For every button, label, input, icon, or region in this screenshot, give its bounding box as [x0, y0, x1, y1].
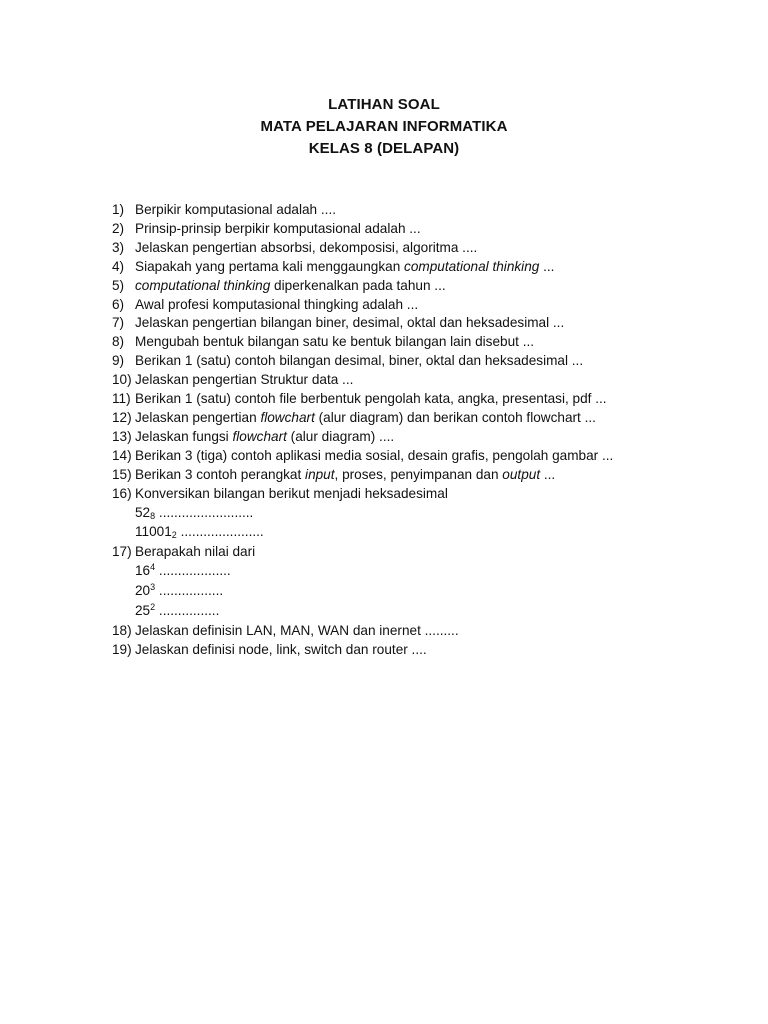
question-number: 19) [112, 641, 132, 657]
power-item-2 [112, 582, 732, 602]
question-number: 3) [112, 239, 125, 255]
question-18 [112, 622, 732, 641]
number-base: 11001 [135, 524, 172, 540]
question-10 [112, 371, 732, 390]
power-exponent: 3 [150, 582, 156, 593]
document-title [0, 94, 768, 160]
question-number: 4) [112, 258, 125, 274]
question-text-italic: output [502, 466, 541, 482]
question-number: 12) [112, 409, 132, 425]
conversion-item-1 [112, 504, 732, 524]
question-text: Awal profesi komputasional thingking adalah ... [135, 296, 419, 312]
question-3 [112, 239, 732, 258]
question-text: Jelaskan pengertian Struktur data ... [135, 372, 354, 388]
question-text [135, 277, 732, 296]
title-line-2: MATA PELAJARAN INFORMATIKA [260, 118, 508, 135]
question-1 [112, 201, 732, 220]
question-number: 1) [112, 202, 125, 217]
question-number: 6) [112, 296, 125, 312]
question-14 [112, 447, 732, 466]
question-number: 2) [112, 220, 125, 236]
title-line-3: KELAS 8 (DELAPAN) [308, 140, 460, 157]
question-text: Berapakah nilai dari [135, 544, 256, 560]
question-text [135, 258, 732, 277]
question-16 [112, 485, 732, 504]
question-text [135, 466, 732, 485]
question-text-italic: computational thinking [135, 277, 271, 293]
answer-dots: ................. [155, 583, 224, 599]
question-text: Jelaskan definisin LAN, MAN, WAN dan inernet ......... [135, 622, 459, 638]
question-8 [112, 333, 732, 352]
power-base: 25 [135, 603, 151, 619]
power-base: 16 [135, 563, 151, 579]
question-13 [112, 428, 732, 447]
question-6 [112, 296, 732, 315]
question-text: Jelaskan pengertian absorbsi, dekomposisi, algoritma .... [135, 239, 478, 255]
question-number: 7) [112, 315, 125, 331]
question-text: Mengubah bentuk bilangan satu ke bentuk bilangan lain disebut ... [135, 334, 535, 350]
question-11 [112, 390, 732, 409]
power-exponent: 2 [150, 602, 156, 613]
question-number: 10) [112, 372, 132, 388]
question-12 [112, 409, 732, 428]
question-text-part: Jelaskan fungsi [135, 428, 233, 444]
number-base: 52 [135, 504, 151, 520]
question-text-part: ... [540, 466, 556, 482]
question-text: Berikan 1 (satu) contoh bilangan desimal, biner, oktal dan heksadesimal ... [135, 353, 584, 369]
question-text-part: ... [539, 258, 555, 274]
question-text-italic: input [305, 466, 335, 482]
question-number: 15) [112, 466, 132, 482]
power-base: 20 [135, 583, 151, 599]
answer-dots: ......................... [155, 504, 254, 520]
power-exponent: 4 [150, 562, 156, 573]
question-number: 17) [112, 544, 132, 560]
question-text: Berikan 3 (tiga) contoh aplikasi media sosial, desain grafis, pengolah gambar ... [135, 447, 614, 463]
question-number: 18) [112, 622, 132, 638]
question-text-italic: computational thinking [404, 258, 540, 274]
answer-dots: ................ [155, 603, 220, 619]
question-text [135, 428, 732, 447]
question-9 [112, 352, 732, 371]
question-text: Prinsip-prinsip berpikir komputasional adalah ... [135, 220, 421, 236]
question-text-part: , proses, penyimpanan dan [334, 466, 503, 482]
question-text-part: (alur diagram) .... [286, 428, 395, 444]
question-text-part: Jelaskan pengertian [135, 409, 261, 425]
number-radix: 8 [150, 510, 156, 521]
question-number: 14) [112, 447, 132, 463]
answer-dots: ................... [155, 563, 231, 579]
question-15 [112, 466, 732, 485]
question-number: 11) [112, 391, 131, 407]
number-radix: 2 [171, 530, 177, 541]
question-number: 13) [112, 428, 132, 444]
answer-dots: ...................... [176, 524, 264, 540]
title-line-1: LATIHAN SOAL [328, 96, 440, 113]
conversion-item-2 [112, 523, 732, 543]
question-text: Berpikir komputasional adalah .... [135, 202, 336, 217]
question-text: Konversikan bilangan berikut menjadi heksadesimal [135, 485, 448, 501]
question-5 [112, 277, 732, 296]
question-number: 8) [112, 334, 125, 350]
question-text [135, 409, 732, 428]
question-4 [112, 258, 732, 277]
question-text: Berikan 1 (satu) contoh file berbentuk pengolah kata, angka, presentasi, pdf ... [135, 391, 607, 407]
question-text: Jelaskan definisi node, link, switch dan router .... [135, 641, 427, 657]
question-17 [112, 543, 732, 562]
question-text-italic: flowchart [260, 409, 315, 425]
question-text: Jelaskan pengertian bilangan biner, desimal, oktal dan heksadesimal ... [135, 315, 565, 331]
question-text-part: (alur diagram) dan berikan contoh flowchart ... [314, 409, 596, 425]
question-list [112, 201, 732, 660]
question-number: 5) [112, 277, 125, 293]
question-text-part: Berikan 3 contoh perangkat [135, 466, 306, 482]
question-text-part: Siapakah yang pertama kali menggaungkan [135, 258, 405, 274]
question-19 [112, 641, 732, 660]
question-text-part: diperkenalkan pada tahun ... [270, 277, 446, 293]
question-number: 16) [112, 485, 132, 501]
question-2 [112, 220, 732, 239]
power-item-3 [112, 602, 732, 622]
question-number: 9) [112, 353, 125, 369]
question-7 [112, 314, 732, 333]
question-text-italic: flowchart [232, 428, 287, 444]
power-item-1 [112, 562, 732, 582]
